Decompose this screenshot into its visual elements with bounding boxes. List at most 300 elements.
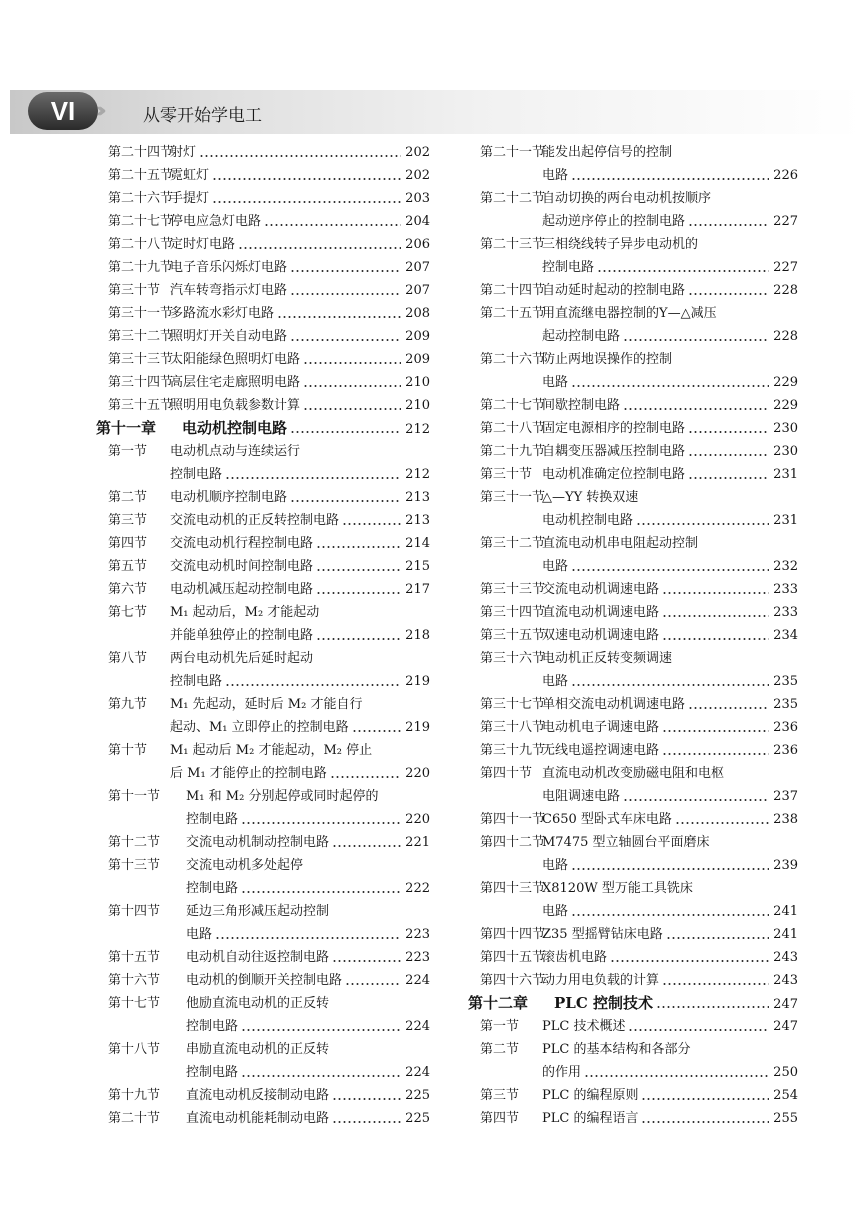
page-number: 235 [773,674,798,689]
leader-dots [623,799,769,801]
toc-entry[interactable] [480,532,798,555]
section-title: PLC 的编程原则 [542,1088,639,1103]
section-number: 第四十六节 [480,973,546,988]
section-number: 第十二节 [108,835,161,850]
page-number: 203 [405,191,430,206]
toc-left-column [96,141,430,1130]
chapter-heading[interactable] [96,417,430,440]
toc-entry[interactable] [480,463,798,486]
toc-entry[interactable] [480,394,798,417]
page-number: 220 [405,766,430,781]
book-title: 从零开始学电工 [143,106,262,126]
section-number: 第五节 [108,559,148,574]
toc-entry[interactable] [108,831,430,854]
section-title: 照明灯开关自动电路 [170,329,288,344]
section-title: 电动机顺序控制电路 [170,490,288,505]
section-title: M₁ 和 M₂ 分别起停或同时起停的 [186,789,379,804]
page-number: 206 [405,237,430,252]
toc-entry[interactable] [108,440,430,463]
toc-entry-continuation [108,463,430,486]
page-number: 212 [405,467,430,482]
section-number: 第一节 [480,1019,520,1034]
page-number-badge: VI [28,92,98,130]
section-number: 第三十节 [480,467,533,482]
page-number: 227 [773,214,798,229]
leader-dots [225,477,401,479]
toc-entry[interactable] [480,1015,798,1038]
section-number: 第三十节 [108,283,161,298]
page-number: 225 [405,1111,430,1126]
section-number: 第十七节 [108,996,161,1011]
leader-dots [662,638,769,640]
chevron-right-icon: ››› [96,98,100,122]
section-title: 电动机的倒顺开关控制电路 [186,973,343,988]
section-title: 停电应急灯电路 [170,214,262,229]
section-number: 第二十六节 [480,352,546,367]
section-title-cont: 电路 [542,858,569,873]
section-number: 第三十九节 [480,743,546,758]
page-number: 228 [773,329,798,344]
leader-dots [636,523,769,525]
page-number: 212 [405,422,430,437]
toc-entry-continuation [480,1061,798,1084]
chapter-heading[interactable] [468,992,798,1015]
page-number: 236 [773,720,798,735]
toc-entry[interactable] [480,348,798,371]
section-number: 第十九节 [108,1088,161,1103]
leader-dots [241,822,401,824]
section-number: 第十五节 [108,950,161,965]
toc-entry[interactable] [108,578,430,601]
toc-entry[interactable] [480,693,798,716]
section-title: M7475 型立轴圆台平面磨床 [542,835,710,850]
section-title-cont: 控制电路 [170,467,223,482]
page-number: 237 [773,789,798,804]
section-title: 自耦变压器减压控制电路 [542,444,686,459]
toc-entry-continuation [480,325,798,348]
leader-dots [316,638,401,640]
section-number: 第十六节 [108,973,161,988]
toc-entry[interactable] [480,417,798,440]
section-title: 用直流继电器控制的Y—△减压 [542,306,717,321]
page-number: 223 [405,927,430,942]
toc-entry[interactable] [480,440,798,463]
page-number: 209 [405,352,430,367]
page-number: 218 [405,628,430,643]
section-title: 直流电动机串电阻起动控制 [542,536,699,551]
toc-entry[interactable] [108,785,430,808]
toc-entry[interactable] [108,486,430,509]
section-number: 第二十三节 [480,237,546,252]
leader-dots [303,362,401,364]
toc-entry[interactable] [480,923,798,946]
toc-entry[interactable] [108,348,430,371]
toc-entry[interactable] [108,279,430,302]
page-number: 229 [773,375,798,390]
section-title: 单相交流电动机调速电路 [542,697,686,712]
section-number: 第二十七节 [108,214,174,229]
leader-dots [290,270,401,272]
toc-entry[interactable] [108,1038,430,1061]
section-number: 第三十三节 [480,582,546,597]
section-title-cont: 控制电路 [186,1065,239,1080]
leader-dots [277,316,401,318]
leader-dots [666,937,769,939]
section-number: 第十三节 [108,858,161,873]
section-title: 交流电动机时间控制电路 [170,559,314,574]
page-number: 209 [405,329,430,344]
toc-entry-continuation [480,210,798,233]
toc-entry[interactable] [108,1107,430,1130]
toc-entry[interactable] [480,302,798,325]
toc-right-column [468,141,798,1130]
leader-dots [662,592,769,594]
toc-entry[interactable] [480,1084,798,1107]
leader-dots [688,293,769,295]
toc-entry[interactable] [108,739,430,762]
leader-dots [688,454,769,456]
toc-entry[interactable] [480,141,798,164]
leader-dots [241,1029,401,1031]
toc-entry[interactable] [108,532,430,555]
leader-dots [610,960,769,962]
toc-entry[interactable] [108,509,430,532]
section-number: 第四十节 [480,766,533,781]
toc-entry-continuation [480,256,798,279]
section-title: M₁ 起动后 M₂ 才能起动，M₂ 停止 [170,743,373,758]
leader-dots [342,523,401,525]
leader-dots [290,339,401,341]
section-number: 第二十五节 [480,306,546,321]
toc-entry[interactable] [480,233,798,256]
toc-entry-continuation [480,509,798,532]
section-number: 第三节 [108,513,148,528]
page-number: 226 [773,168,798,183]
section-title: 多路流水彩灯电路 [170,306,275,321]
section-title-cont: 后 M₁ 才能停止的控制电路 [170,766,327,781]
page-number: 215 [405,559,430,574]
section-number: 第二十九节 [480,444,546,459]
section-title: M₁ 先起动，延时后 M₂ 才能自行 [170,697,363,712]
section-title-cont: 电路 [542,559,569,574]
leader-dots [352,730,401,732]
section-number: 第二十七节 [480,398,546,413]
section-number: 第三十三节 [108,352,174,367]
section-title: 串励直流电动机的正反转 [186,1042,330,1057]
section-title: PLC 的基本结构和各部分 [542,1042,691,1057]
page-number: 202 [405,168,430,183]
leader-dots [623,339,769,341]
leader-dots [212,201,401,203]
leader-dots [264,224,401,226]
page-number: 255 [773,1111,798,1126]
section-title: 电子音乐闪烁灯电路 [170,260,288,275]
page-number: 243 [773,950,798,965]
toc-entry[interactable] [108,693,430,716]
section-number: 第三十一节 [108,306,174,321]
section-title-cont: 控制电路 [542,260,595,275]
leader-dots [662,753,769,755]
toc-entry[interactable] [108,992,430,1015]
section-title: 间歇控制电路 [542,398,621,413]
section-number: 第十节 [108,743,148,758]
section-title: 直流电动机改变励磁电阻和电枢 [542,766,725,781]
page-number: 229 [773,398,798,413]
section-title-cont: 电动机控制电路 [542,513,634,528]
page-number: 238 [773,812,798,827]
leader-dots [316,569,401,571]
section-title: 能发出起停信号的控制 [542,145,673,160]
page-number: 208 [405,306,430,321]
page-number: 247 [773,1019,798,1034]
page-number: 233 [773,582,798,597]
page-number: 213 [405,513,430,528]
toc-entry[interactable] [480,1038,798,1061]
toc-entry-continuation [108,808,430,831]
section-title: 交流电动机调速电路 [542,582,660,597]
section-title-cont: 起动控制电路 [542,329,621,344]
section-title: 汽车转弯指示灯电路 [170,283,288,298]
page-number: 219 [405,674,430,689]
toc-entry[interactable] [108,325,430,348]
toc-entry-continuation [480,371,798,394]
toc-entry[interactable] [480,279,798,302]
page-number: 223 [405,950,430,965]
section-title: 交流电动机行程控制电路 [170,536,314,551]
leader-dots [332,960,401,962]
page-number: 202 [405,145,430,160]
toc-entry-continuation [108,877,430,900]
section-number: 第四十一节 [480,812,546,827]
section-number: 第四节 [480,1111,520,1126]
section-number: 第十一节 [108,789,161,804]
page-number: 228 [773,283,798,298]
page-number: 225 [405,1088,430,1103]
leader-dots [330,776,401,778]
leader-dots [332,1121,401,1123]
section-number: 第四十五节 [480,950,546,965]
section-title: 交流电动机制动控制电路 [186,835,330,850]
section-title: X8120W 型万能工具铣床 [542,881,693,896]
leader-dots [571,178,769,180]
page-number: 250 [773,1065,798,1080]
section-title: C650 型卧式车床电路 [542,812,672,827]
toc-entry[interactable] [108,601,430,624]
section-number: 第三十五节 [480,628,546,643]
toc-entry[interactable] [480,1107,798,1130]
toc-entry[interactable] [480,877,798,900]
section-title-cont: 电阻调速电路 [542,789,621,804]
toc-entry[interactable] [108,854,430,877]
toc-entry[interactable] [480,486,798,509]
toc-entry-continuation [480,854,798,877]
section-number: 第二十八节 [480,421,546,436]
page-number: 227 [773,260,798,275]
leader-dots [688,477,769,479]
toc-entry[interactable] [480,624,798,647]
toc-entry[interactable] [108,371,430,394]
toc-entry[interactable] [108,164,430,187]
section-number: 第三十一节 [480,490,546,505]
section-title: 直流电动机调速电路 [542,605,660,620]
page-number: 221 [405,835,430,850]
page-number: 210 [405,375,430,390]
toc-entry[interactable] [480,578,798,601]
section-title: 自动延时起动的控制电路 [542,283,686,298]
section-number: 第三十二节 [108,329,174,344]
section-number: 第七节 [108,605,148,620]
section-title: 电动机自动往返控制电路 [186,950,330,965]
page-number: 233 [773,605,798,620]
leader-dots [688,707,769,709]
section-title-cont: 控制电路 [170,674,223,689]
section-number: 第二十二节 [480,191,546,206]
leader-dots [290,293,401,295]
section-title: PLC 的编程语言 [542,1111,639,1126]
section-title: 交流电动机多处起停 [186,858,304,873]
toc-entry[interactable] [480,716,798,739]
section-title-cont: 起动、M₁ 立即停止的控制电路 [170,720,349,735]
toc-entry[interactable] [480,969,798,992]
section-number: 第四节 [108,536,148,551]
section-title: 自动切换的两台电动机按顺序 [542,191,712,206]
toc-entry-continuation [108,1061,430,1084]
toc-entry[interactable] [480,187,798,210]
section-title-cont: 电路 [542,674,569,689]
toc-entry[interactable] [480,831,798,854]
page-number: 224 [405,973,430,988]
toc-entry[interactable] [480,647,798,670]
section-title: 防止两地误操作的控制 [542,352,673,367]
section-title: 高层住宅走廊照明电路 [170,375,301,390]
section-title: 动力用电负载的计算 [542,973,660,988]
toc-entry-continuation [480,164,798,187]
section-title: 延边三角形减压起动控制 [186,904,330,919]
section-title: M₁ 起动后，M₂ 才能起动 [170,605,320,620]
section-title-cont: 电路 [542,904,569,919]
leader-dots [623,408,769,410]
section-number: 第八节 [108,651,148,666]
leader-dots [662,615,769,617]
section-number: 第三十七节 [480,697,546,712]
leader-dots [656,1006,769,1008]
page-number: 224 [405,1065,430,1080]
toc-entry[interactable] [108,647,430,670]
leader-dots [571,684,769,686]
page-number: 217 [405,582,430,597]
leader-dots [597,270,769,272]
toc-entry[interactable] [108,946,430,969]
section-number: 第二十节 [108,1111,161,1126]
toc-entry[interactable] [108,302,430,325]
section-number: 第三十四节 [480,605,546,620]
section-title-cont: 电路 [542,375,569,390]
leader-dots [688,431,769,433]
section-title: 电动机准确定位控制电路 [542,467,686,482]
section-title: 直流电动机反接制动电路 [186,1088,330,1103]
toc-entry[interactable] [108,1084,430,1107]
leader-dots [584,1075,769,1077]
leader-dots [215,937,401,939]
section-title: 电动机点动与连续运行 [170,444,301,459]
toc-entry[interactable] [480,739,798,762]
section-number: 第六节 [108,582,148,597]
leader-dots [662,983,769,985]
section-title: 射灯 [170,145,197,160]
page-number: 204 [405,214,430,229]
toc-entry-continuation [480,670,798,693]
toc-entry[interactable] [480,762,798,785]
leader-dots [688,224,769,226]
page-number: 243 [773,973,798,988]
section-number: 第二十九节 [108,260,174,275]
leader-dots [641,1121,769,1123]
page-number: 230 [773,421,798,436]
section-title-cont: 电路 [542,168,569,183]
toc-entry[interactable] [108,141,430,164]
section-number: 第二十六节 [108,191,174,206]
toc-entry[interactable] [480,808,798,831]
page-number: 239 [773,858,798,873]
chapter-title: PLC 控制技术 [554,994,653,1012]
leader-dots [345,983,401,985]
leader-dots [571,868,769,870]
leader-dots [332,1098,401,1100]
chapter-title: 电动机控制电路 [182,419,288,437]
toc-entry-continuation [108,923,430,946]
page-number: 220 [405,812,430,827]
toc-entry[interactable] [108,233,430,256]
leader-dots [199,155,401,157]
page-number: 232 [773,559,798,574]
section-title-cont: 控制电路 [186,812,239,827]
leader-dots [225,684,401,686]
section-title: 直流电动机能耗制动电路 [186,1111,330,1126]
page-header [10,90,862,134]
leader-dots [662,730,769,732]
section-title: Z35 型摇臂钻床电路 [542,927,663,942]
toc-entry[interactable] [108,555,430,578]
toc-entry[interactable] [108,394,430,417]
toc-entry[interactable] [108,969,430,992]
page-number: 234 [773,628,798,643]
section-number: 第四十二节 [480,835,546,850]
section-title: PLC 技术概述 [542,1019,626,1034]
page-number: 219 [405,720,430,735]
section-number: 第二十四节 [108,145,174,160]
toc-entry[interactable] [480,946,798,969]
section-number: 第四十四节 [480,927,546,942]
page-number: 210 [405,398,430,413]
section-number: 第二十八节 [108,237,174,252]
leader-dots [290,500,401,502]
section-number: 第十八节 [108,1042,161,1057]
leader-dots [303,385,401,387]
page-number: 247 [773,997,798,1012]
section-title: 手提灯 [170,191,210,206]
leader-dots [290,431,401,433]
toc-entry[interactable] [108,187,430,210]
toc-entry[interactable] [108,900,430,923]
toc-entry[interactable] [108,210,430,233]
section-title: 他励直流电动机的正反转 [186,996,330,1011]
page-number: 222 [405,881,430,896]
section-title: 两台电动机先后延时起动 [170,651,314,666]
toc-entry-continuation [480,900,798,923]
toc-entry[interactable] [108,256,430,279]
section-number: 第十四节 [108,904,161,919]
toc-entry[interactable] [480,601,798,624]
